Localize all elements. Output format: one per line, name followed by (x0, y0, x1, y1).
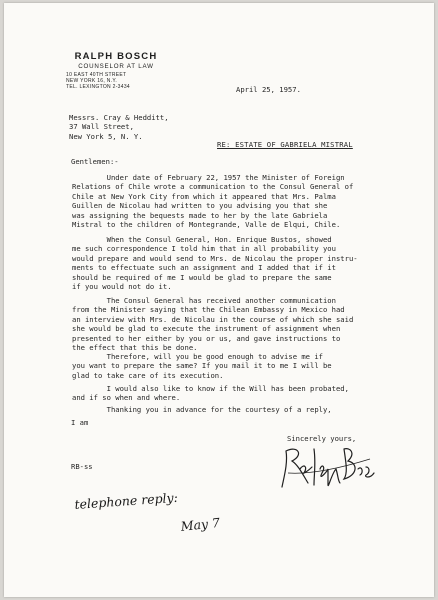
signature (278, 443, 378, 495)
body-paragraph: Therefore, will you be good enough to advise me if you want to prepare the same? If you mail it to me I will be glad to take care of its execution. (72, 352, 332, 380)
letterhead-address (66, 72, 176, 91)
letterhead-name: RALPH BOSCH (74, 51, 158, 62)
i-am-line: I am (71, 418, 89, 427)
letterhead (56, 51, 176, 91)
body-paragraph: When the Consul General, Hon. Enrique Bustos, showed me such correspondence I told him that in all probability you would prepare and would send to Mrs. de Nicolau the proper instru- ments to effectuate such an assignment and I added that if it should be required of me I would be glad to prepare the same if you would not do it. (72, 235, 358, 292)
letterhead-address-line: NEW YORK 16, N.Y. (66, 78, 118, 85)
salutation: Gentlemen:- (71, 157, 119, 166)
handwritten-note-line2: May 7 (180, 514, 221, 534)
letter-page (4, 3, 434, 597)
body-paragraph: Under date of February 22, 1957 the Minister of Foreign Relations of Chile wrote a communication to the Consul General of Chile at New York City from which it appeared that Mrs. Palma Guillen de Nicolau had written to you advising you that she was assigning the bequests made to her by the late Gabriela Mistral to the children of Montegrande, Valle de Elqui, Chile. (72, 173, 354, 230)
body-paragraph: I would also like to know if the Will has been probated, and if so when and where. (72, 384, 349, 403)
recipient-address: Messrs. Cray & Hedditt, 37 Wall Street, New York 5, N. Y. (69, 113, 169, 141)
letter-date: April 25, 1957. (236, 85, 301, 94)
letterhead-address-line: 10 EAST 40TH STREET (66, 72, 127, 78)
letterhead-address-line: TEL. LEXINGTON 2-3434 (66, 84, 131, 91)
body-paragraph: Thanking you in advance for the courtesy of a reply, (72, 405, 332, 414)
complimentary-close: Sincerely yours, (287, 434, 357, 443)
handwritten-note-line1: telephone reply: (74, 489, 179, 512)
letterhead-title: COUNSELOR AT LAW (78, 63, 154, 70)
body-paragraph: The Consul General has received another communication from the Minister saying that the Chilean Embassy in Mexico had an interview with Mrs. de Nicolau in the course of which she said she would be glad to execute the instrument of assignment when presented to her either by you or us, and gave instructions to the effect that this be done. (72, 296, 354, 353)
typist-initials: RB-ss (71, 462, 93, 471)
subject-line: RE: ESTATE OF GABRIELA MISTRAL (217, 140, 353, 149)
